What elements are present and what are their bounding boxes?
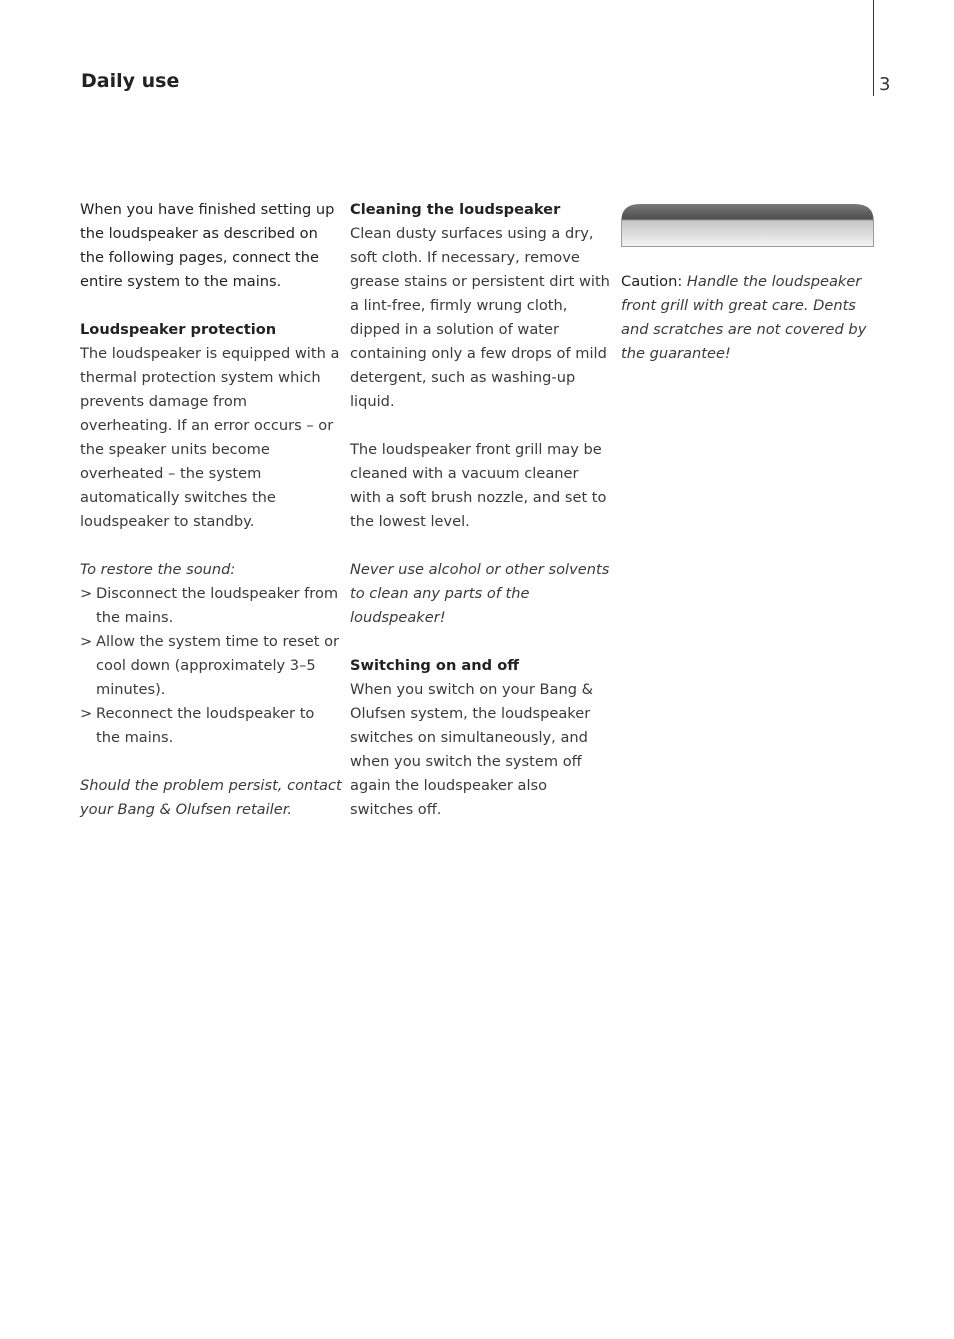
- page-divider: [873, 0, 874, 96]
- protection-paragraph: The loudspeaker is equipped with a thermal protection system which prevents damage from overheating. If an error occurs – or the speaker units become overheated – the system automatically switches the loudspeaker to standby.: [80, 345, 340, 530]
- list-marker: >: [80, 633, 93, 650]
- protection-heading: Loudspeaker protection: [80, 321, 277, 338]
- list-marker: >: [80, 585, 93, 602]
- caution-text: Handle the loudspeaker front grill with great care. Dents and scratches are not covered by the guarantee!: [621, 273, 867, 362]
- caution-note: [621, 270, 873, 366]
- cleaning-heading: Cleaning the loudspeaker: [350, 201, 561, 218]
- solvent-warning: Never use alcohol or other solvents to clean any parts of the loudspeaker!: [350, 561, 610, 626]
- cleaning-paragraph: Clean dusty surfaces using a dry, soft cloth. If necessary, remove grease stains or persistent dirt with a lint-free, firmly wrung cloth, dipped in a solution of water containing only a few drops of mild detergent, such as washing-up liquid.: [350, 225, 610, 410]
- restore-heading: To restore the sound:: [80, 561, 236, 578]
- column-right: [621, 270, 873, 366]
- column-middle: [350, 198, 612, 822]
- persist-note: Should the problem persist, contact your Bang & Olufsen retailer.: [80, 777, 342, 818]
- step-text: Allow the system time to reset or cool down (approximately 3–5 minutes).: [96, 633, 340, 698]
- column-left: [80, 198, 342, 822]
- list-item: [80, 702, 342, 750]
- page-number: 3: [879, 74, 891, 95]
- loudspeaker-illustration: [621, 203, 874, 247]
- step-text: Disconnect the loudspeaker from the mains.: [96, 585, 339, 626]
- list-item: [80, 630, 342, 702]
- intro-paragraph: When you have finished setting up the loudspeaker as described on the following pages, connect the entire system to the mains.: [80, 201, 335, 290]
- step-text: Reconnect the loudspeaker to the mains.: [96, 705, 315, 746]
- caution-label: Caution:: [621, 273, 683, 290]
- restore-steps-list: [80, 582, 342, 750]
- page-title: Daily use: [81, 70, 180, 92]
- switching-heading: Switching on and off: [350, 657, 520, 674]
- switching-paragraph: When you switch on your Bang & Olufsen system, the loudspeaker switches on simultaneously, and when you switch the system off again the loudspeaker also switches off.: [350, 681, 593, 818]
- grill-paragraph: The loudspeaker front grill may be cleaned with a vacuum cleaner with a soft brush nozzle, and set to the lowest level.: [350, 441, 607, 530]
- list-marker: >: [80, 705, 93, 722]
- list-item: [80, 582, 342, 630]
